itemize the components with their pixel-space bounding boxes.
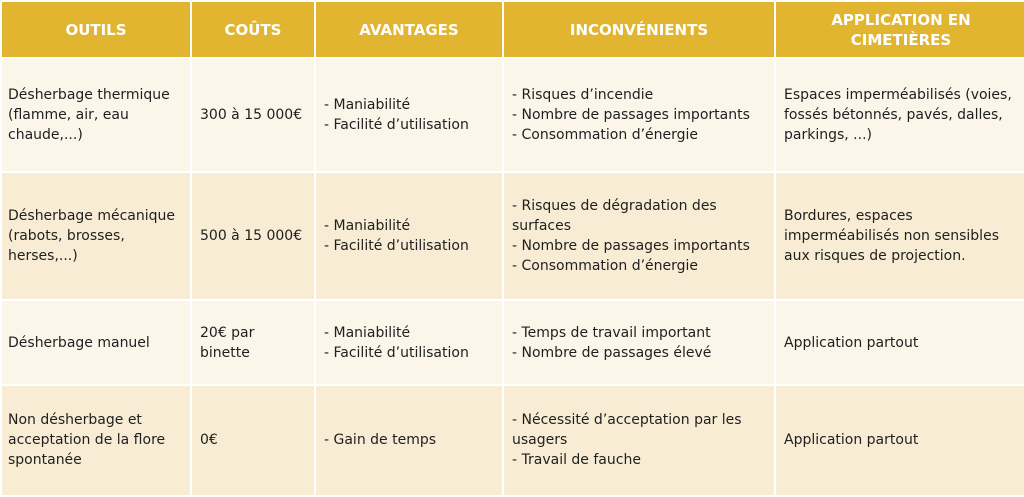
table-row	[2, 386, 1024, 495]
advantages-cell	[316, 59, 502, 171]
advantage-item: - Maniabilité	[324, 97, 411, 114]
disadvantage-item: - Nombre de passages importants	[512, 107, 750, 124]
header-application: APPLICATION EN CIMETIÈRES	[776, 2, 1024, 57]
advantage-item: - Facilité d’utilisation	[324, 117, 469, 134]
cost-cell: 20€ par binette	[192, 301, 314, 384]
disadvantage-item: - Consommation d’énergie	[512, 127, 699, 144]
disadvantage-item: - Nécessité d’acceptation par les usagers	[512, 412, 746, 449]
advantages-cell	[316, 301, 502, 384]
advantage-item: - Gain de temps	[324, 432, 437, 449]
cost-cell: 500 à 15 000€	[192, 173, 314, 299]
disadvantage-item: - Nombre de passages importants	[512, 238, 750, 255]
tool-cell: Non désherbage et acceptation de la flore spontanée	[2, 386, 190, 495]
header-costs: COÛTS	[192, 2, 314, 57]
header-disadvantages: INCONVÉNIENTS	[504, 2, 774, 57]
application-cell: Application partout	[776, 386, 1024, 495]
advantages-cell	[316, 173, 502, 299]
table-header-row	[2, 2, 1024, 57]
advantage-item: - Maniabilité	[324, 218, 411, 235]
disadvantages-cell	[504, 173, 774, 299]
cost-cell: 300 à 15 000€	[192, 59, 314, 171]
application-cell: Bordures, espaces imperméabilisés non sensibles aux risques de projection.	[776, 173, 1024, 299]
disadvantage-item: - Consommation d’énergie	[512, 258, 699, 275]
disadvantages-cell	[504, 301, 774, 384]
header-advantages: AVANTAGES	[316, 2, 502, 57]
application-cell: Espaces imperméabilisés (voies, fossés bétonnés, pavés, dalles, parkings, ...)	[776, 59, 1024, 171]
tool-cell: Désherbage thermique (flamme, air, eau chaude,...)	[2, 59, 190, 171]
disadvantage-item: - Nombre de passages élevé	[512, 344, 712, 361]
disadvantage-item: - Risques d’incendie	[512, 87, 654, 104]
disadvantage-item: - Temps de travail important	[512, 324, 711, 341]
advantage-item: - Facilité d’utilisation	[324, 238, 469, 255]
tool-cell: Désherbage mécanique (rabots, brosses, herses,...)	[2, 173, 190, 299]
table-row	[2, 301, 1024, 384]
advantages-cell	[316, 386, 502, 495]
cost-cell: 0€	[192, 386, 314, 495]
tool-cell: Désherbage manuel	[2, 301, 190, 384]
application-cell: Application partout	[776, 301, 1024, 384]
table-row	[2, 59, 1024, 171]
disadvantage-item: - Risques de dégradation des surfaces	[512, 198, 722, 235]
advantage-item: - Maniabilité	[324, 324, 411, 341]
disadvantage-item: - Travail de fauche	[512, 452, 641, 469]
disadvantages-cell	[504, 386, 774, 495]
disadvantages-cell	[504, 59, 774, 171]
advantage-item: - Facilité d’utilisation	[324, 344, 469, 361]
header-tools: OUTILS	[2, 2, 190, 57]
table-row	[2, 173, 1024, 299]
